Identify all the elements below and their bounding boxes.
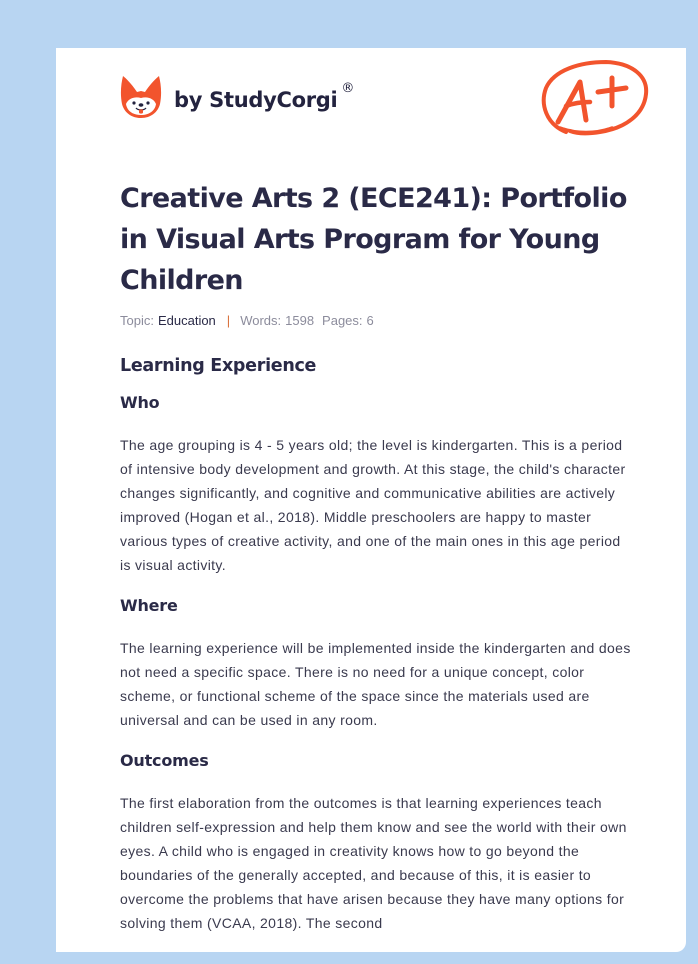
document-meta [120, 313, 632, 328]
topic-link[interactable]: Education [157, 313, 216, 328]
paragraph-outcomes: The first elaboration from the outcomes is that learning experiences teach children self-expression and help them know and see the world with their own eyes. A child who is engaged in creativity knows how to go beyond the boundaries of the generally accepted, and because of this, it is easier to overcome the problems that have arisen because they have many options for solving them (VCAA, 2018). The second [120, 795, 627, 931]
words-count: 1598 [285, 313, 315, 328]
paragraph-where: The learning experience will be implemented inside the kindergarten and does not need a specific space. There is no need for a unique concept, color scheme, or functional scheme of the space since the materials used are universal and can be used in any room. [120, 640, 631, 728]
a-plus-icon [536, 58, 652, 142]
document-content [120, 178, 632, 935]
paragraph-who: The age grouping is 4 - 5 years old; the level is kindergarten. This is a period of intensive body development and growth. At this stage, the child's character changes significantly, and cognitive and communicative abilities are actively improved (Hogan et al., 2018). Middle preschoolers are happy to master various types of creative activity, and one of the main ones in this age period is visual activity. [120, 437, 626, 573]
studycorgi-logo[interactable] [120, 74, 354, 120]
registered-mark: ® [341, 80, 355, 96]
topic-label: Topic: [120, 313, 154, 328]
logo-text: by StudyCorgi [174, 88, 338, 112]
corgi-icon [120, 74, 162, 120]
pages-label: Pages: [322, 313, 363, 328]
meta-separator: | [226, 313, 231, 328]
subheading-where: Where [120, 596, 178, 615]
subheading-outcomes: Outcomes [120, 751, 209, 770]
page-header [56, 48, 686, 158]
document-title: Creative Arts 2 (ECE241): Portfolio in Visual Arts Program for Young Children [120, 183, 627, 296]
section-heading-learning-experience: Learning Experience [120, 356, 317, 376]
words-label: Words: [240, 313, 282, 328]
pages-count: 6 [366, 313, 374, 328]
document-page [56, 48, 686, 952]
subheading-who: Who [120, 393, 160, 412]
